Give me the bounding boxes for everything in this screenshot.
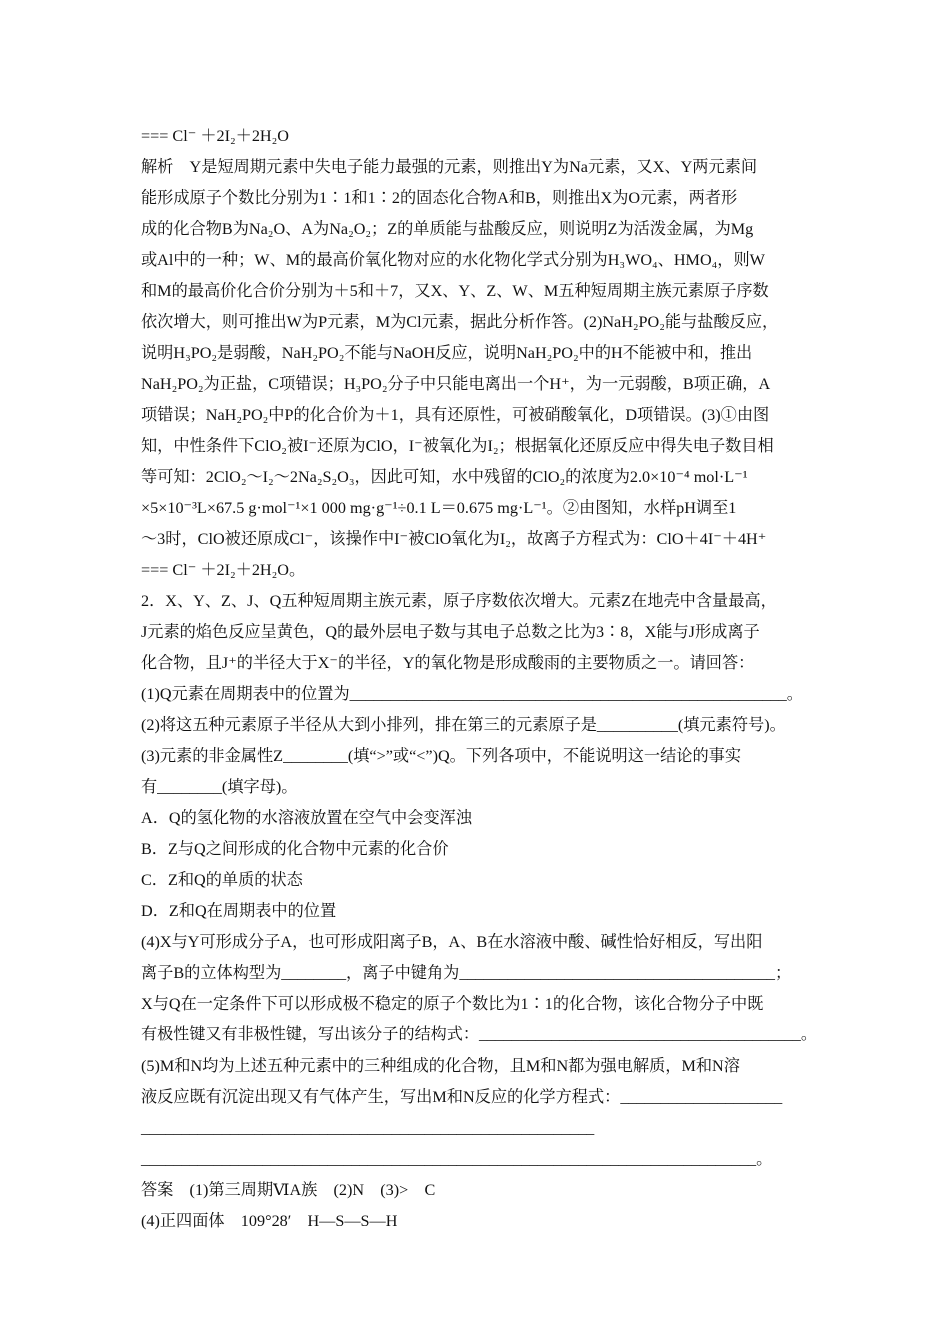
text-line: (3)元素的非金属性Z________(填“>”或“<”)Q。下列各项中，不能说明这一结论的事实 (141, 747, 742, 765)
option-line: A．Q的氢化物的水溶液放置在空气中会变浑浊 (141, 809, 472, 827)
text-line: ～3时，ClO被还原成Cl⁻，该操作中I⁻被ClO氧化为I₂，故离子方程式为：ClO＋4I⁻＋4H⁺ (141, 530, 767, 548)
text-line: 或Al中的一种；W、M的最高价氧化物对应的水化物化学式分别为H₃WO₄、HMO₄，则W (141, 251, 765, 269)
answer-line: (4)正四面体 109°28′ H—S—S—H (141, 1212, 398, 1230)
text-line: 有________(填字母)。 (141, 778, 298, 796)
text-line: 项错误；NaH₂PO₂中P的化合价为＋1，具有还原性，可被硝酸氧化，D项错误。(3)①由图 (141, 406, 770, 424)
text-line: X与Q在一定条件下可以形成极不稳定的原子个数比为1∶1的化合物，该化合物分子中既 (141, 995, 764, 1013)
text-line: 和M的最高价化合价分别为＋5和＋7，又X、Y、Z、W、M五种短周期主族元素原子序数 (141, 282, 769, 300)
text-line: 等可知：2ClO₂～I₂～2Na₂S₂O₃，因此可知，水中残留的ClO₂的浓度为2.0×10⁻⁴ mol·L⁻¹ (141, 468, 748, 486)
text-line: 依次增大，则可推出W为P元素，M为Cl元素，据此分析作答。(2)NaH₂PO₂能与盐酸反应， (141, 313, 779, 331)
answer-line: 答案 (1)第三周期ⅥA族 (2)N (3)> C (141, 1181, 436, 1199)
text-line: 成的化合物B为Na₂O、A为Na₂O₂；Z的单质能与盐酸反应，则说明Z为活泼金属，为Mg (141, 220, 754, 238)
text-line: 化合物，且J⁺的半径大于X⁻的半径，Y的氧化物是形成酸雨的主要物质之一。请回答： (141, 654, 755, 672)
text-line: 离子B的立体构型为________，离子中键角为_______________________________________； (141, 964, 792, 982)
option-line: C．Z和Q的单质的状态 (141, 871, 303, 889)
text-line: NaH₂PO₂为正盐，C项错误；H₃PO₂分子中只能电离出一个H⁺，为一元弱酸，B项正确，A (141, 375, 771, 393)
text-line: 能形成原子个数比分别为1∶1和1∶2的固态化合物A和B，则推出X为O元素，两者形 (141, 189, 738, 207)
text-line: (5)M和N均为上述五种元素中的三种组成的化合物，且M和N都为强电解质，M和N溶 (141, 1057, 740, 1075)
text-line: 液反应既有沉淀出现又有气体产生，写出M和N反应的化学方程式：____________________ (141, 1088, 783, 1106)
option-line: B．Z与Q之间形成的化合物中元素的化合价 (141, 840, 449, 858)
analysis-line: 解析 Y是短周期元素中失电子能力最强的元素，则推出Y为Na元素，又X、Y两元素间 (141, 158, 758, 176)
text-line: (4)X与Y可形成分子A，也可形成阳离子B，A、B在水溶液中酸、碱性恰好相反，写出阳 (141, 933, 763, 951)
blank-line: ________________________________________________________ (141, 1119, 595, 1137)
blank-line: ____________________________________________________________________________。 (141, 1150, 773, 1168)
question-line: 2．X、Y、Z、J、Q五种短周期主族元素，原子序数依次增大。元素Z在地壳中含量最高， (141, 592, 777, 610)
text-line: ×5×10⁻³L×67.5 g·mol⁻¹×1 000 mg·g⁻¹÷0.1 L＝0.675 mg·L⁻¹。②由图知，水样pH调至1 (141, 499, 737, 517)
text-line: === Cl⁻ ＋2I₂＋2H₂O (141, 127, 289, 145)
text-line: (2)将这五种元素原子半径从大到小排列，排在第三的元素原子是__________(填元素符号)。 (141, 716, 786, 734)
text-line: === Cl⁻ ＋2I₂＋2H₂O。 (141, 561, 306, 579)
text-line: 知，中性条件下ClO₂被I⁻还原为ClO，I⁻被氧化为I₂；根据氧化还原反应中得失电子数目相 (141, 437, 774, 455)
text-line: (1)Q元素在周期表中的位置为______________________________________________________。 (141, 685, 803, 703)
text-line: 有极性键又有非极性键，写出该分子的结构式：________________________________________。 (141, 1026, 817, 1043)
text-line: J元素的焰色反应呈黄色，Q的最外层电子数与其电子总数之比为3∶8，X能与J形成离子 (141, 623, 760, 641)
option-line: D．Z和Q在周期表中的位置 (141, 902, 337, 920)
text-line: 说明H₃PO₂是弱酸，NaH₂PO₂不能与NaOH反应，说明NaH₂PO₂中的H不能被中和，推出 (141, 344, 753, 362)
